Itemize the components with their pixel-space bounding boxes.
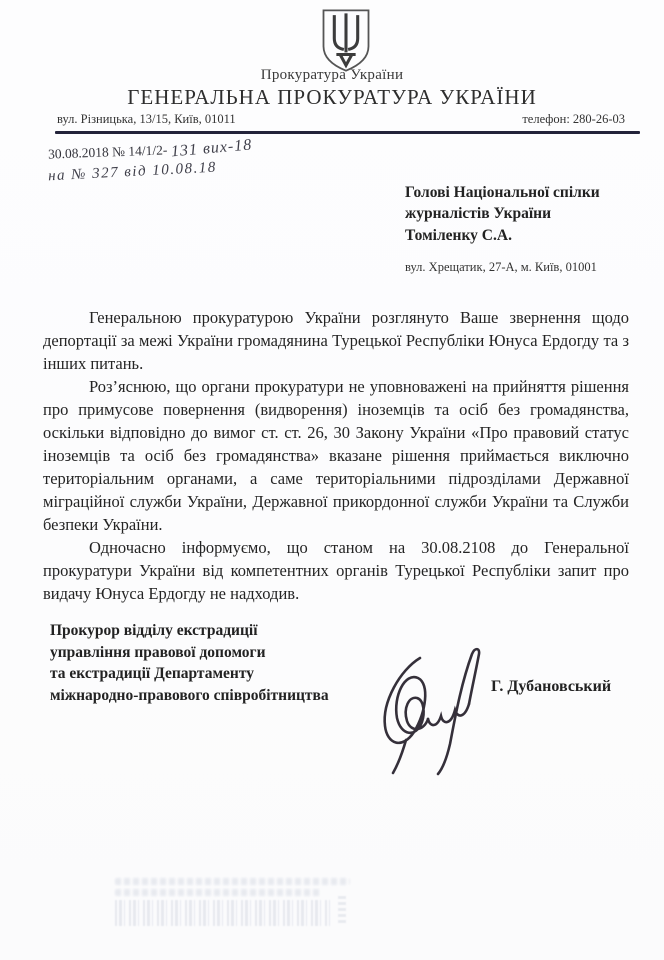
barcode-icon	[115, 900, 330, 926]
recipient-line3: Томіленку С.А.	[405, 226, 512, 244]
recipient-line2: журналістів України	[405, 205, 552, 223]
bleedthrough-text-line2	[115, 889, 320, 896]
org-phone: телефон: 280-26-03	[522, 112, 625, 126]
recipient-block	[405, 182, 635, 246]
reference-handwritten-number: 131 вих-18	[170, 136, 254, 161]
signer-title-line3: та екстрадиції Департаменту	[50, 665, 255, 682]
org-name-small: Прокуратура України	[260, 67, 404, 83]
org-address: вул. Різницька, 13/15, Київ, 01011	[57, 112, 236, 126]
org-name-large: ГЕНЕРАЛЬНА ПРОКУРАТУРА УКРАЇНИ	[127, 85, 537, 109]
bleedthrough-side-mark	[338, 895, 346, 923]
letterhead-contact-row	[57, 112, 625, 127]
signer-name: Г. Дубановський	[491, 678, 612, 695]
handwritten-signature-icon	[358, 640, 488, 780]
signer-title-line2: управління правової допомоги	[50, 643, 266, 661]
body-paragraph-2: Роз’яснюю, що органи прокуратури не уповноважені на прийняття рішення про примусове повернення (видворення) іноземців та осіб без громадянства, оскільки відповідно до вимог ст. ст. 26, 30 Закону України «Про правовий статус іноземців та осіб без громадянства» вказане рішення приймається виключно територіальним органами, а саме територіальними підрозділами Державної міграційної служби України, Державної прикордонної служби України та Служби безпеки України.	[43, 377, 629, 534]
letterhead-divider	[55, 131, 640, 134]
barcode-bleedthrough-icon	[115, 878, 350, 940]
signer-title-line1: Прокурор відділу екстрадиції	[50, 622, 258, 639]
body-paragraph-1: Генеральною прокуратурою України розглянуто Ваше звернення щодо депортації за межі України громадянина Турецької Республіки Юнуса Ердогду та з інших питань.	[43, 308, 629, 373]
ukraine-trident-emblem	[319, 8, 373, 74]
signer-title-line4: міжнародно-правового співробітництва	[50, 686, 329, 704]
body-paragraph-3: Одночасно інформуємо, що станом на 30.08.2108 до Генеральної прокуратури України від компетентних органів Турецької Республіки запит про видачу Юнуса Ердогду не надходив.	[43, 538, 629, 603]
reference-line-reply: на № 327 від 10.08.18	[47, 159, 218, 185]
reference-typed: 30.08.2018 № 14/1/2-	[47, 142, 168, 162]
recipient-line1: Голові Національної спілки	[405, 184, 600, 201]
recipient-address: вул. Хрещатик, 27-А, м. Київ, 01001	[405, 260, 597, 274]
letter-body	[43, 306, 629, 605]
signer-title-block	[50, 620, 329, 706]
bleedthrough-text-line1	[115, 878, 350, 885]
reference-block	[47, 136, 254, 185]
